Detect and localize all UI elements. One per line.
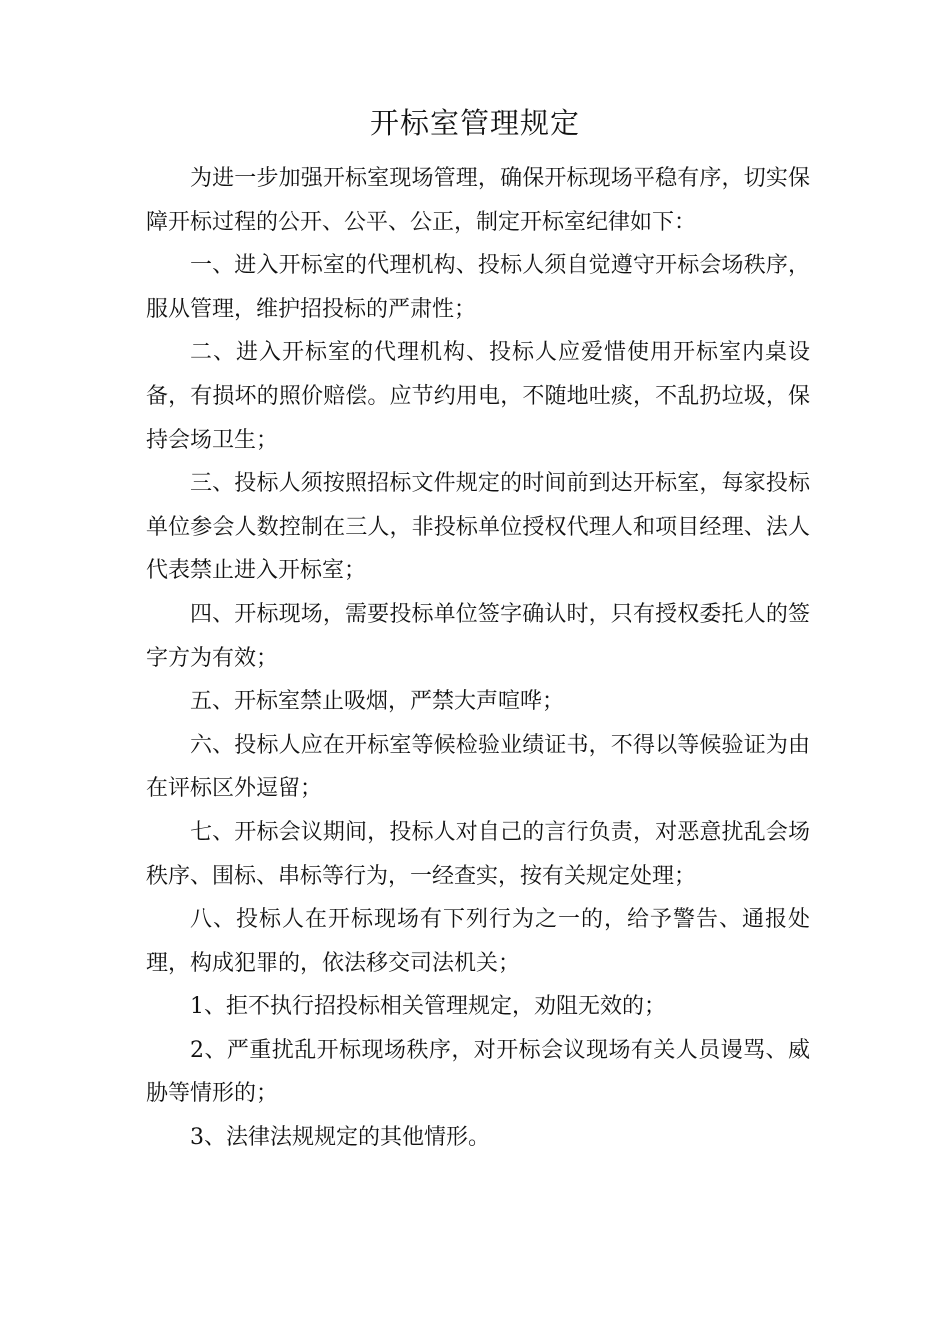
- paragraph-intro: 为进一步加强开标室现场管理，确保开标现场平稳有序，切实保障开标过程的公开、公平、公正，制定开标室纪律如下：: [146, 166, 810, 235]
- paragraph-rule-5: 五、开标室禁止吸烟，严禁大声喧哗；: [190, 689, 565, 715]
- paragraph-rule-2: 二、进入开标室的代理机构、投标人应爱惜使用开标室内桌设备，有损坏的照价赔偿。应节约用电，不随地吐痰，不乱扔垃圾，保持会场卫生；: [146, 340, 810, 453]
- paragraph-subitem-3: 3、法律法规规定的其他情形。: [190, 1125, 490, 1151]
- paragraph-rule-3: 三、投标人须按照招标文件规定的时间前到达开标室，每家投标单位参会人数控制在三人，非投标单位授权代理人和项目经理、法人代表禁止进入开标室；: [146, 471, 810, 584]
- paragraph-rule-8: 八、投标人在开标现场有下列行为之一的，给予警告、通报处理，构成犯罪的，依法移交司法机关；: [146, 907, 810, 976]
- document-title: 开标室管理规定: [369, 106, 580, 140]
- paragraph-rule-4: 四、开标现场，需要投标单位签字确认时，只有授权委托人的签字方为有效；: [146, 601, 810, 671]
- paragraph-rule-7: 七、开标会议期间，投标人对自己的言行负责，对恶意扰乱会场秩序、围标、串标等行为，一经查实，按有关规定处理；: [146, 819, 810, 889]
- paragraph-subitem-2: 2、严重扰乱开标现场秩序，对开标会议现场有关人员谩骂、威胁等情形的；: [146, 1037, 810, 1107]
- paragraph-subitem-1: 1、拒不执行招投标相关管理规定，劝阻无效的；: [190, 994, 666, 1020]
- paragraph-rule-1: 一、进入开标室的代理机构、投标人须自觉遵守开标会场秩序，服从管理，维护招投标的严肃性；: [146, 253, 810, 322]
- paragraph-rule-6: 六、投标人应在开标室等候检验业绩证书，不得以等候验证为由在评标区外逗留；: [146, 732, 810, 802]
- document-body: [146, 157, 810, 1160]
